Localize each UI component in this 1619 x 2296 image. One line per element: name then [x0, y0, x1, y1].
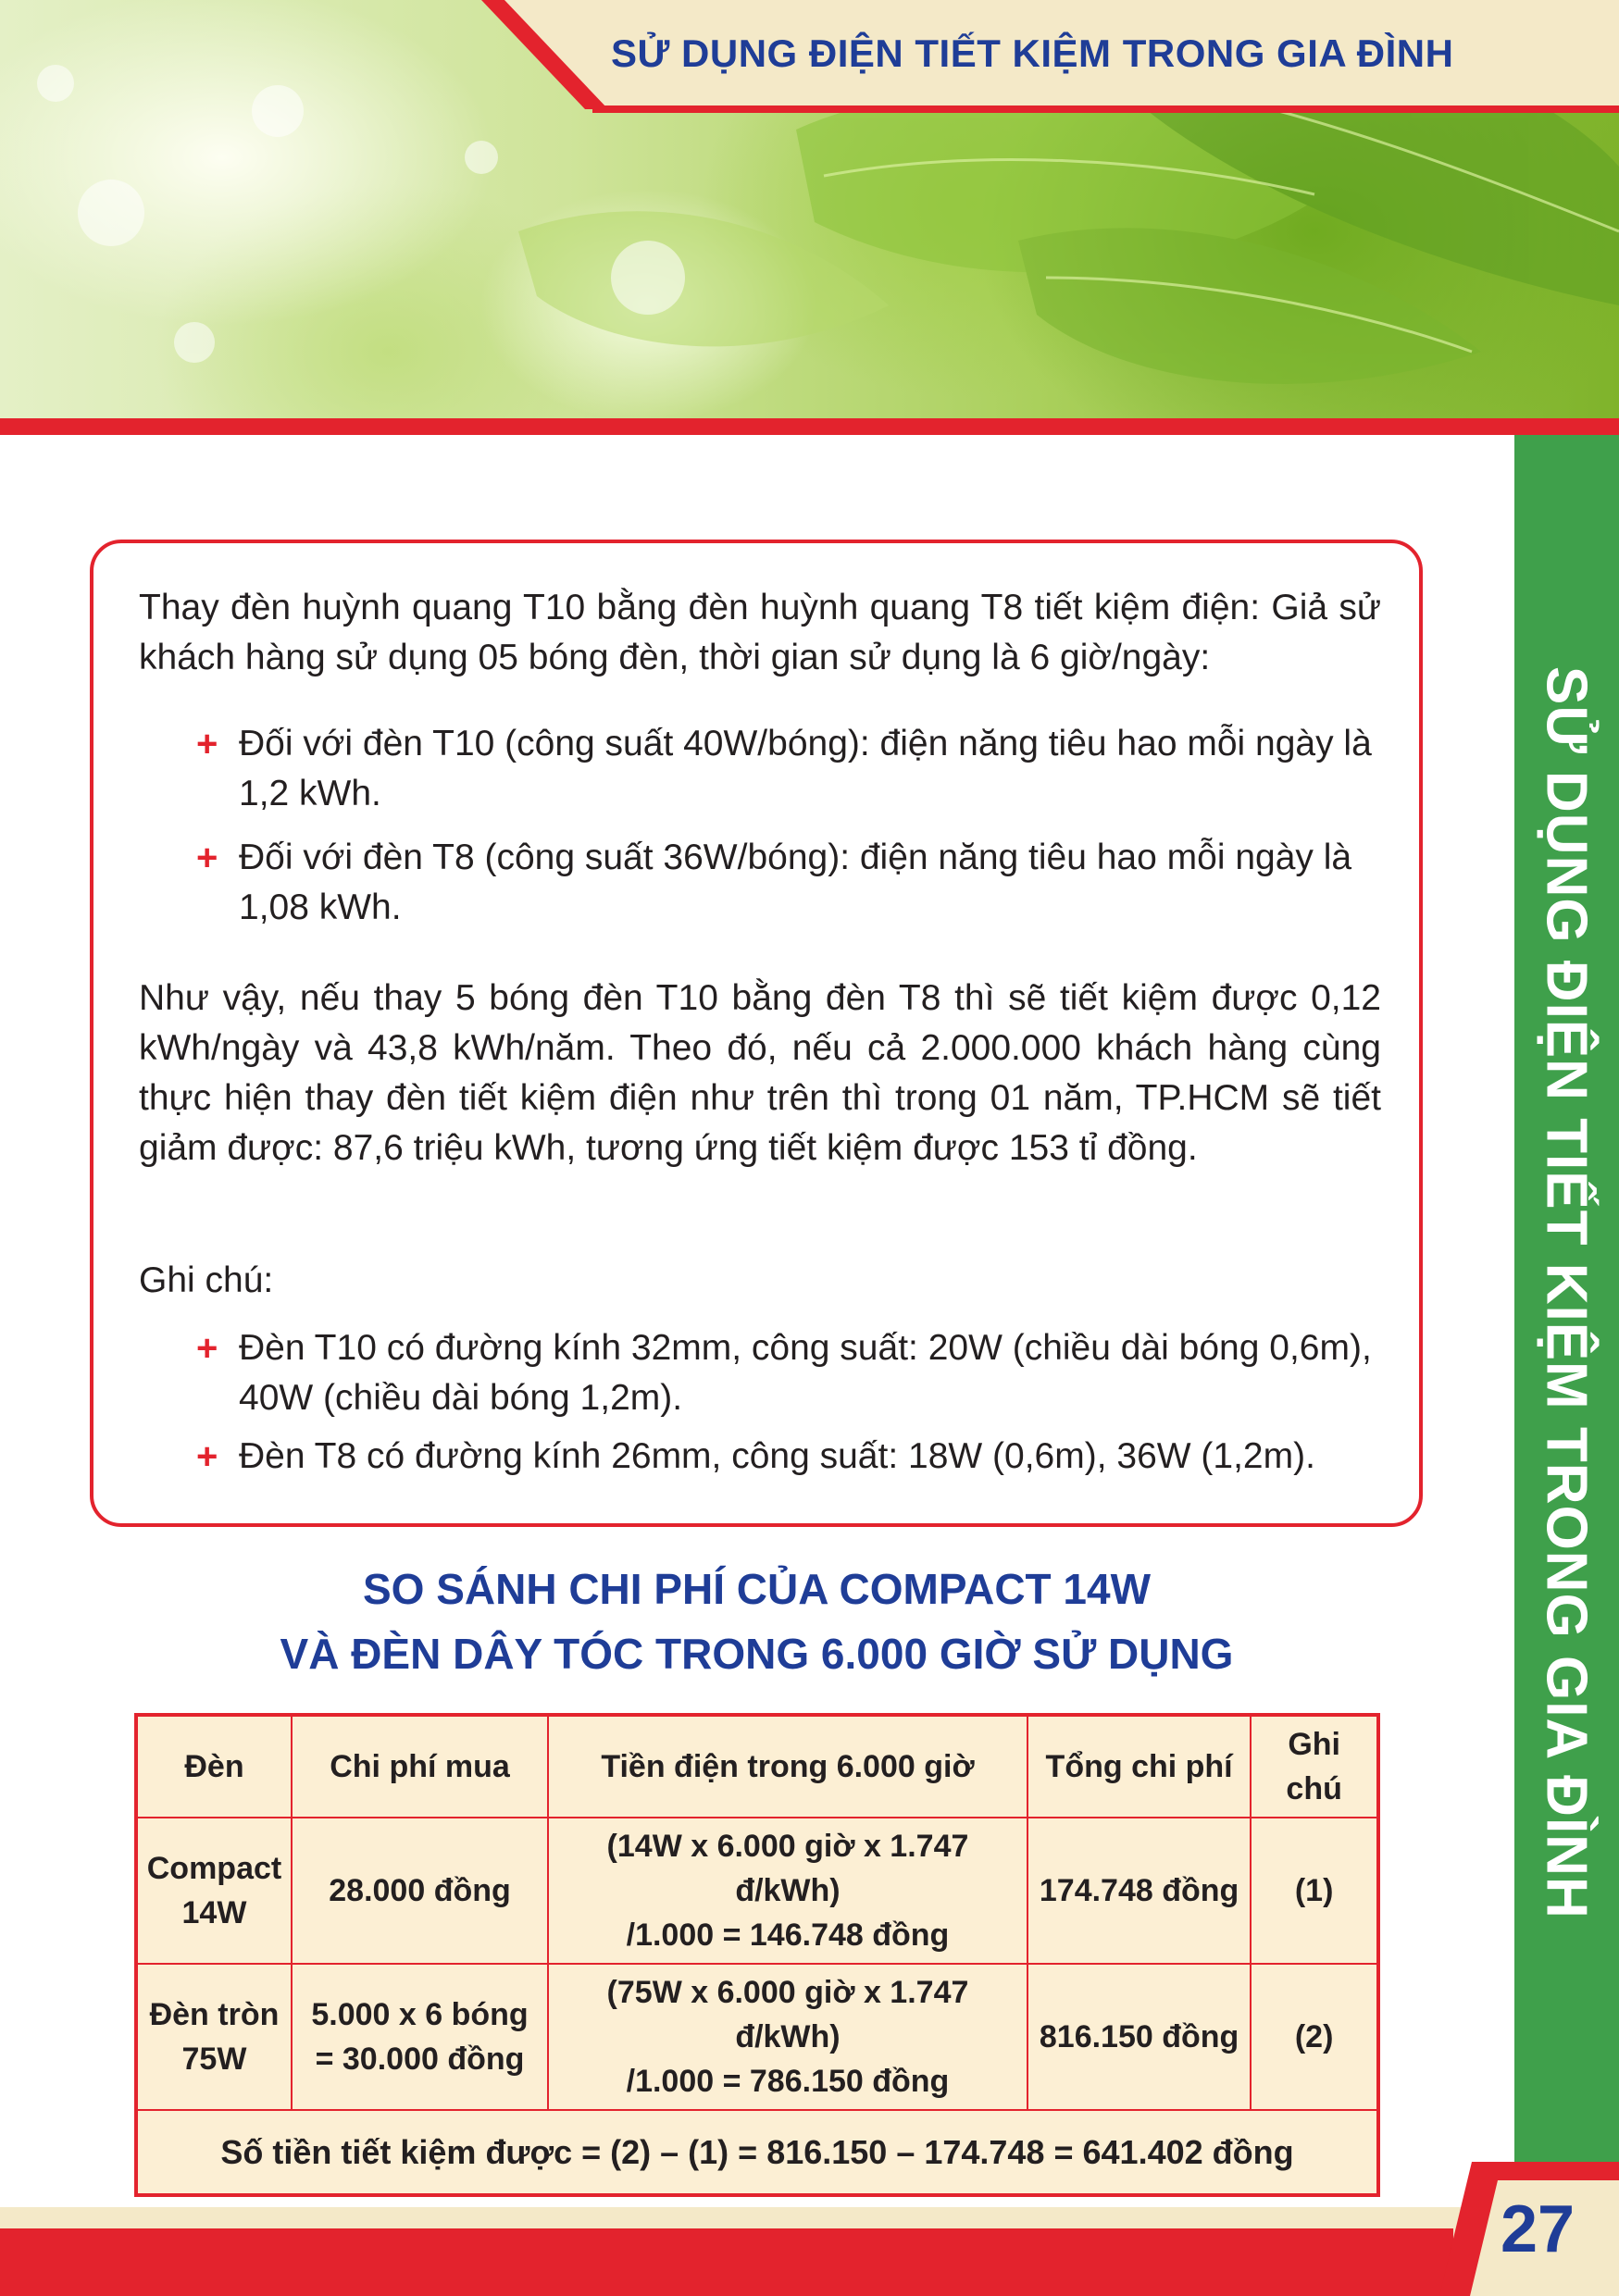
lamp-cell: [136, 1818, 292, 1964]
page-header-title: SỬ DỤNG ĐIỆN TIẾT KIỆM TRONG GIA ĐÌNH: [611, 31, 1454, 75]
list-item: [196, 1323, 1400, 1423]
bullet-text: Đối với đèn T10 (công suất 40W/bóng): điện năng tiêu hao mỗi ngày là 1,2 kWh.: [239, 724, 1372, 813]
cell-line: /1.000 = 146.748 đồng: [626, 1917, 950, 1953]
header-banner-image: [0, 0, 1619, 418]
note-cell: (1): [1251, 1818, 1378, 1964]
electricity-cost-cell: [548, 1964, 1027, 2110]
lamp-cell: [136, 1964, 292, 2110]
intro-paragraph: Thay đèn huỳnh quang T10 bằng đèn huỳnh quang T8 tiết kiệm điện: Giả sử khách hàng sử dụng 05 bóng đèn, thời gian sử dụng là 6 giờ/ngày:: [139, 588, 1381, 677]
plus-bullet-icon: +: [196, 1328, 218, 1369]
column-header: Chi phí mua: [292, 1715, 548, 1818]
note-label: Ghi chú:: [139, 1260, 274, 1300]
table-header-row: [136, 1715, 1378, 1818]
conclusion-paragraph: Như vậy, nếu thay 5 bóng đèn T10 bằng đèn T8 thì sẽ tiết kiệm được 0,12 kWh/ngày và 43,8 kWh/năm. Theo đó, nếu cả 2.000.000 khách hàng cùng thực hiện thay đèn tiết kiệm điện như trên thì trong 01 năm, TP.HCM sẽ tiết giảm được: 87,6 triệu kWh, tương ứng tiết kiệm được 153 tỉ đồng.: [139, 978, 1381, 1168]
bullet-text: Đối với đèn T8 (công suất 36W/bóng): điện năng tiêu hao mỗi ngày là 1,08 kWh.: [239, 838, 1352, 927]
page-number-tab: [0, 2147, 1619, 2296]
savings-summary: Số tiền tiết kiệm được = (2) – (1) = 816.150 – 174.748 = 641.402 đồng: [136, 2110, 1378, 2195]
comparison-title-line1: SO SÁNH CHI PHÍ CỦA COMPACT 14W: [362, 1565, 1152, 1613]
side-section-label: SỬ DỤNG ĐIỆN TIẾT KIỆM TRONG GIA ĐÌNH: [1534, 666, 1599, 1919]
purchase-cost-cell: 28.000 đồng: [292, 1818, 548, 1964]
total-cost-cell: 174.748 đồng: [1027, 1818, 1251, 1964]
comparison-title-line2: VÀ ĐÈN DÂY TÓC TRONG 6.000 GIỜ SỬ DỤNG: [280, 1630, 1234, 1678]
cell-line: /1.000 = 786.150 đồng: [626, 2064, 950, 2099]
cell-line: Compact: [146, 1851, 282, 1886]
plus-bullet-icon: +: [196, 838, 218, 878]
note-text: Đèn T8 có đường kính 26mm, công suất: 18W (0,6m), 36W (1,2m).: [239, 1436, 1315, 1476]
cell-line: 75W: [181, 2042, 247, 2077]
list-item: [196, 1432, 1427, 1482]
cell-line: = 30.000 đồng: [315, 2042, 525, 2077]
note-cell: (2): [1251, 1964, 1378, 2110]
note-text: Đèn T10 có đường kính 32mm, công suất: 20W (chiều dài bóng 0,6m), 40W (chiều dài bóng 1,2m).: [239, 1328, 1372, 1418]
electricity-cost-cell: [548, 1818, 1027, 1964]
column-header: Tiền điện trong 6.000 giờ: [548, 1715, 1027, 1818]
column-header: Ghi chú: [1251, 1715, 1378, 1818]
purchase-cost-cell: [292, 1964, 548, 2110]
table-row: [136, 1818, 1378, 1964]
plus-bullet-icon: +: [196, 1436, 218, 1477]
cell-line: 5.000 x 6 bóng: [311, 1997, 529, 2032]
cell-line: (75W x 6.000 giờ x 1.747 đ/kWh): [606, 1975, 969, 2054]
table-row: [136, 1964, 1378, 2110]
column-header: Tổng chi phí: [1027, 1715, 1251, 1818]
header-divider: [0, 418, 1619, 435]
column-header: Đèn: [136, 1715, 292, 1818]
cell-line: (14W x 6.000 giờ x 1.747 đ/kWh): [606, 1829, 969, 1908]
comparison-table: [134, 1713, 1380, 2197]
list-item: [196, 833, 1400, 933]
plus-bullet-icon: +: [196, 724, 218, 764]
cell-line: Đèn tròn: [149, 1997, 280, 2032]
page-number: 27: [1500, 2192, 1575, 2266]
total-cost-cell: 816.150 đồng: [1027, 1964, 1251, 2110]
cell-line: 14W: [181, 1895, 247, 1930]
list-item: [196, 719, 1400, 819]
